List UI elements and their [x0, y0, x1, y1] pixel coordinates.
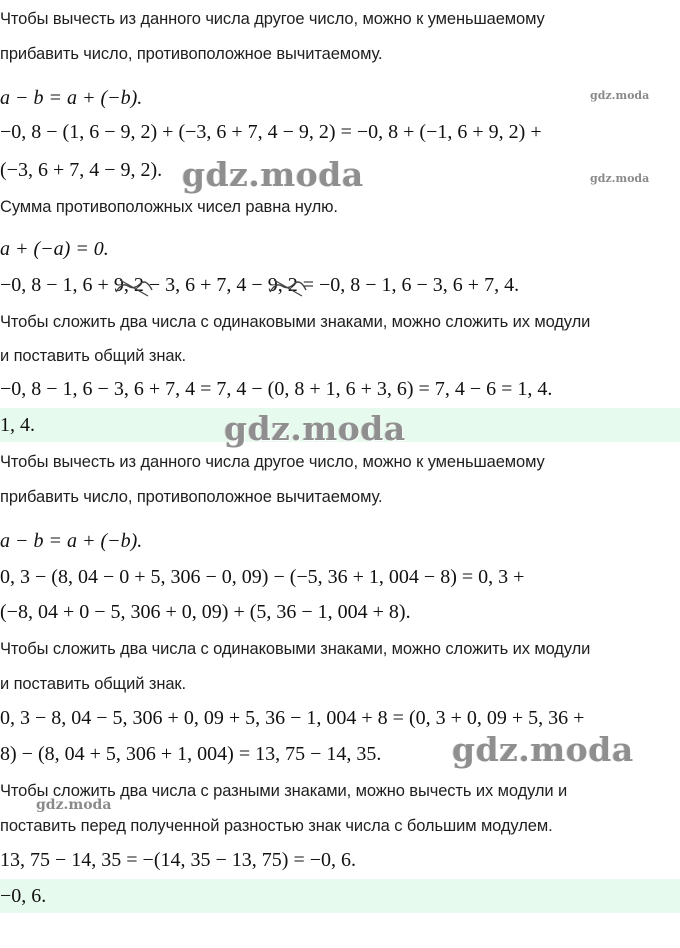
math-step: −0, 8 − 1, 6 − 3, 6 + 7, 4 = 7, 4 − (0, 8 + 1, 6 + 3, 6) = 7, 4 − 6 = 1, 4.	[0, 378, 553, 400]
rule-text-subtraction-cont: прибавить число, противоположное вычитаемому.	[0, 488, 383, 506]
formula-subtraction: a − b = a + (−b).	[0, 87, 143, 109]
watermark-large: gdz.moda	[452, 730, 634, 769]
math-step: 0, 3 − (8, 04 − 0 + 5, 306 − 0, 09) − (−5, 36 + 1, 004 − 8) = 0, 3 +	[0, 566, 525, 588]
rule-text-same-sign-cont: и поставить общий знак.	[0, 347, 187, 365]
rule-text-opposites: Сумма противоположных чисел равна нулю.	[0, 198, 338, 216]
rule-text-same-sign-cont: и поставить общий знак.	[0, 675, 187, 693]
math-step: 13, 75 − 14, 35 = −(14, 35 − 13, 75) = −0, 6.	[0, 849, 356, 871]
rule-text-subtraction: Чтобы вычесть из данного числа другое число, можно к уменьшаемому	[0, 10, 545, 28]
watermark-small: gdz.moda	[590, 172, 650, 185]
math-step: (−8, 04 + 0 − 5, 306 + 0, 09) + (5, 36 − 1, 004 + 8).	[0, 601, 411, 623]
rule-text-same-sign: Чтобы сложить два числа с одинаковыми знаками, можно сложить их модули	[0, 640, 591, 658]
strike-mark	[114, 272, 154, 298]
watermark-small: gdz.moda	[36, 797, 112, 813]
math-fragment: 9, 2	[113, 274, 144, 296]
math-step: 0, 3 − 8, 04 − 5, 306 + 0, 09 + 5, 36 − 1, 004 + 8 = (0, 3 + 0, 09 + 5, 36 +	[0, 707, 585, 729]
rule-text-different-sign-cont: поставить перед полученной разностью знак числа с большим модулем.	[0, 817, 553, 835]
watermark-small: gdz.moda	[590, 89, 650, 102]
watermark-large: gdz.moda	[182, 155, 364, 194]
math-step-cancel	[0, 272, 519, 298]
math-fragment: −0, 8 − 1, 6 +	[0, 274, 114, 296]
rule-text-subtraction-cont: прибавить число, противоположное вычитаемому.	[0, 45, 383, 63]
math-step: −0, 8 − (1, 6 − 9, 2) + (−3, 6 + 7, 4 − 9, 2) = −0, 8 + (−1, 6 + 9, 2) +	[0, 121, 542, 143]
cancelled-term	[114, 272, 144, 298]
math-fragment: = −0, 8 − 1, 6 − 3, 6 + 7, 4.	[297, 274, 520, 296]
formula-subtraction: a − b = a + (−b).	[0, 530, 143, 552]
math-fragment: − 3, 6 + 7, 4 −	[143, 274, 268, 296]
rule-text-subtraction: Чтобы вычесть из данного числа другое число, можно к уменьшаемому	[0, 453, 545, 471]
math-fragment: 9, 2	[267, 274, 298, 296]
watermark-large: gdz.moda	[224, 409, 406, 448]
strike-mark	[268, 272, 308, 298]
formula-opposites: a + (−a) = 0.	[0, 238, 109, 260]
answer-value: 1, 4.	[0, 414, 35, 436]
cancelled-term	[268, 272, 298, 298]
math-step: (−3, 6 + 7, 4 − 9, 2).	[0, 159, 163, 181]
math-step: 8) − (8, 04 + 5, 306 + 1, 004) = 13, 75 − 14, 35.	[0, 743, 382, 765]
rule-text-different-sign: Чтобы сложить два числа с разными знаками, можно вычесть их модули и	[0, 782, 568, 800]
answer-box	[0, 879, 680, 913]
rule-text-same-sign: Чтобы сложить два числа с одинаковыми знаками, можно сложить их модули	[0, 313, 591, 331]
answer-value: −0, 6.	[0, 885, 47, 907]
